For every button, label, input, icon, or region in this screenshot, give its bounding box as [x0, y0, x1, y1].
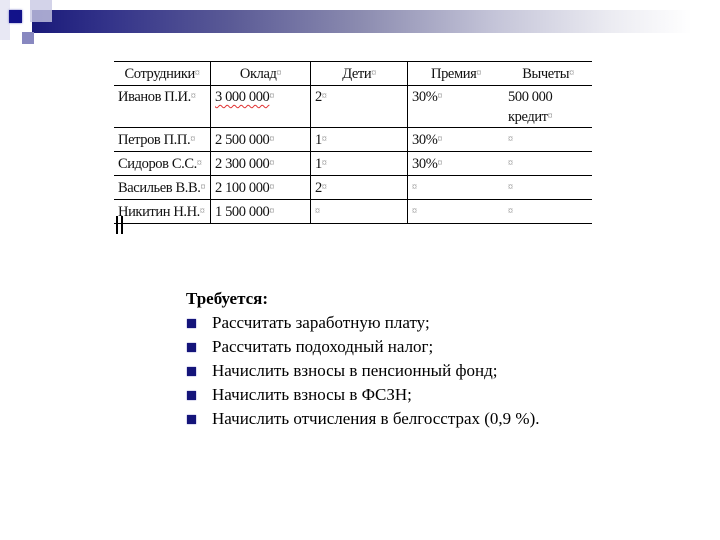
- cell-text: 2: [315, 89, 322, 105]
- header-label: Оклад: [239, 66, 277, 82]
- cell-end-mark: ¤: [269, 91, 275, 102]
- cell-employee: [114, 176, 211, 200]
- requirements-title: Требуется:: [186, 289, 269, 308]
- cell-text: 1: [315, 132, 322, 148]
- square-bullet-icon: [187, 367, 196, 376]
- cell-children: [311, 152, 408, 176]
- cell-end-mark: ¤: [321, 91, 327, 102]
- square-bullet-icon: [187, 319, 196, 328]
- cell-salary: [211, 128, 311, 152]
- cell-end-mark: ¤: [269, 134, 275, 145]
- cell-end-mark: ¤: [476, 68, 481, 79]
- cell-children: [311, 200, 408, 224]
- cell-end-mark: ¤: [315, 206, 320, 217]
- list-item-text: Начислить отчисления в белгосстрах (0,9 %).: [212, 409, 540, 428]
- cell-end-mark: ¤: [194, 68, 200, 79]
- cell-employee: [114, 86, 211, 128]
- list-item-text: Начислить взносы в пенсионный фонд;: [212, 361, 498, 380]
- cell-text: 2 300 000: [215, 156, 270, 172]
- header-label: Дети: [342, 66, 372, 82]
- cell-text: Васильев В.В.: [118, 180, 201, 196]
- cell-deductions: [504, 176, 592, 200]
- cell-end-mark: ¤: [508, 182, 513, 193]
- cell-end-mark: ¤: [508, 134, 513, 145]
- cell-end-mark: ¤: [269, 182, 275, 193]
- header-employees: [114, 62, 211, 86]
- cell-bonus: [408, 152, 505, 176]
- cell-end-mark: ¤: [321, 158, 327, 169]
- table-header-row: [114, 62, 592, 86]
- cell-employee: [114, 152, 211, 176]
- cell-bonus: [408, 200, 505, 224]
- cell-children: [311, 128, 408, 152]
- cell-end-mark: ¤: [200, 182, 206, 193]
- cell-salary: [211, 86, 311, 128]
- cell-text: Сидоров С.С.: [118, 156, 197, 172]
- table-row: [114, 176, 592, 200]
- cell-children: [311, 86, 408, 128]
- header-salary: [211, 62, 311, 86]
- cell-text: 1: [315, 156, 322, 172]
- cell-text: Петров П.П.: [118, 132, 191, 148]
- table-row: [114, 86, 592, 128]
- list-item: [186, 359, 540, 383]
- cell-salary: [211, 152, 311, 176]
- requirements-list: [186, 311, 540, 431]
- text-cursor-mark: [116, 216, 123, 234]
- square-bullet-icon: [187, 343, 196, 352]
- cell-deductions: [504, 86, 592, 128]
- decor-square-mid: [22, 32, 34, 44]
- cell-text: 30%: [412, 156, 438, 172]
- list-item-text: Начислить взносы в ФСЗН;: [212, 385, 412, 404]
- cell-end-mark: ¤: [437, 158, 442, 169]
- cell-end-mark: ¤: [412, 206, 417, 217]
- cell-text: 2: [315, 180, 322, 196]
- header-bonus: [408, 62, 505, 86]
- cell-bonus: [408, 86, 505, 128]
- cell-text: 30%: [412, 132, 438, 148]
- cell-end-mark: ¤: [269, 206, 275, 217]
- cell-text-spellcheck: 3 000 000: [215, 89, 270, 105]
- cell-deductions: [504, 200, 592, 224]
- cell-text: 30%: [412, 89, 438, 105]
- cell-salary: [211, 200, 311, 224]
- cell-end-mark: ¤: [547, 111, 553, 122]
- cell-salary: [211, 176, 311, 200]
- header-deductions: [504, 62, 592, 86]
- list-item-text: Рассчитать подоходный налог;: [212, 337, 434, 356]
- list-item: [186, 335, 540, 359]
- cell-end-mark: ¤: [508, 206, 513, 217]
- cell-end-mark: ¤: [321, 182, 327, 193]
- cell-employee: [114, 200, 211, 224]
- table-row: [114, 128, 592, 152]
- cell-end-mark: ¤: [412, 182, 417, 193]
- cell-bonus: [408, 176, 505, 200]
- cell-children: [311, 176, 408, 200]
- cell-end-mark: ¤: [508, 158, 513, 169]
- header-label: Вычеты: [522, 66, 570, 82]
- cell-text: Никитин Н.Н.: [118, 204, 200, 220]
- square-bullet-icon: [187, 415, 196, 424]
- cell-end-mark: ¤: [190, 134, 195, 145]
- cell-deductions: [504, 128, 592, 152]
- cell-employee: [114, 128, 211, 152]
- decor-square-light: [30, 0, 52, 22]
- list-item: [186, 311, 540, 335]
- header-label: Премия: [431, 66, 477, 82]
- cell-text: 1 500 000: [215, 204, 270, 220]
- slide-header-decoration: [0, 0, 720, 50]
- cell-end-mark: ¤: [190, 91, 196, 102]
- list-item: [186, 383, 540, 407]
- cell-end-mark: ¤: [437, 134, 442, 145]
- list-item-text: Рассчитать заработную плату;: [212, 313, 430, 332]
- table-row: [114, 152, 592, 176]
- cell-end-mark: ¤: [196, 158, 202, 169]
- header-children: [311, 62, 408, 86]
- cell-text: 2 100 000: [215, 180, 270, 196]
- cell-end-mark: ¤: [569, 68, 574, 79]
- header-label: Сотрудники: [124, 66, 195, 82]
- cell-end-mark: ¤: [276, 68, 282, 79]
- cell-text-line1: 500 000: [508, 89, 553, 105]
- cell-text: 2 500 000: [215, 132, 270, 148]
- requirements-block: [186, 287, 540, 431]
- cell-end-mark: ¤: [371, 68, 376, 79]
- square-bullet-icon: [187, 391, 196, 400]
- cell-deductions: [504, 152, 592, 176]
- cell-text-line2: кредит: [508, 109, 548, 125]
- cell-end-mark: ¤: [269, 158, 275, 169]
- cell-end-mark: ¤: [199, 206, 205, 217]
- table-row: [114, 200, 592, 224]
- cell-bonus: [408, 128, 505, 152]
- gradient-title-bar: [32, 10, 692, 33]
- list-item: [186, 407, 540, 431]
- decor-square-dark: [9, 10, 22, 23]
- employee-table: [114, 61, 592, 224]
- cell-end-mark: ¤: [321, 134, 327, 145]
- cell-end-mark: ¤: [437, 91, 442, 102]
- cell-text: Иванов П.И.: [118, 89, 191, 105]
